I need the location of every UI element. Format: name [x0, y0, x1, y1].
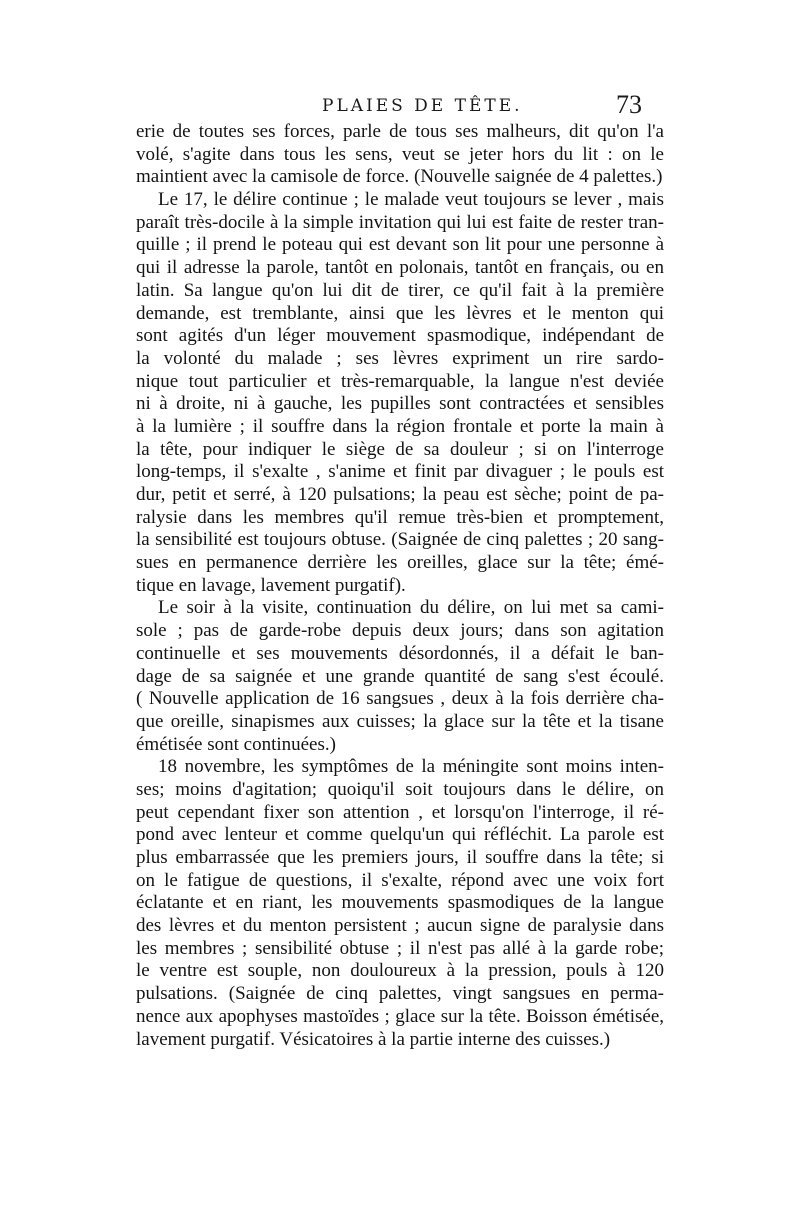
text-line: tique en lavage, lavement purgatif).: [136, 574, 406, 596]
text-line: latin. Sa langue qu'on lui dit de tirer, ce qu'il fait à la première: [136, 279, 664, 301]
paragraph-start-line: Le 17, le délire continue ; le malade veut toujours se lever , mais: [158, 189, 664, 211]
text-line: ( Nouvelle application de 16 sangsues , deux à la fois derrière cha-: [136, 688, 664, 710]
text-line: continuelle et ses mouvements désordonnés, il a défait le ban-: [136, 642, 664, 664]
text-line: on le fatigue de questions, il s'exalte, répond avec une voix fort: [136, 869, 664, 891]
text-line: émétisée sont continuées.): [136, 733, 336, 755]
text-line: demande, est tremblante, ainsi que les lèvres et le menton qui: [136, 302, 664, 324]
text-line: maintient avec la camisole de force. (Nouvelle saignée de 4 palettes.): [136, 166, 663, 188]
text-line: dage de sa saignée et une grande quantité de sang s'est écoulé.: [136, 665, 664, 687]
text-line: qui il adresse la parole, tantôt en polonais, tantôt en français, ou en: [136, 257, 664, 279]
text-line: à la lumière ; il souffre dans la région frontale et porte la main à: [136, 415, 664, 437]
text-line: ni à droite, ni à gauche, les pupilles sont contractées et sensibles: [136, 393, 664, 415]
text-line: pond avec lenteur et comme quelqu'un qui réfléchit. La parole est: [136, 824, 664, 846]
text-line: plus embarrassée que les premiers jours, il souffre dans la tête; si: [136, 847, 664, 868]
text-line: nence aux apophyses mastoïdes ; glace sur la tête. Boisson émétisée,: [136, 1005, 664, 1027]
text-line: les membres ; sensibilité obtuse ; il n'est pas allé à la garde robe;: [136, 937, 664, 959]
text-line: la tête, pour indiquer le siège de sa douleur ; si on l'interroge: [136, 438, 664, 460]
text-line: sont agités d'un léger mouvement spasmodique, indépendant de: [136, 325, 664, 347]
text-line: sole ; pas de garde-robe depuis deux jours; dans son agitation: [136, 620, 664, 642]
text-line: éclatante et en riant, les mouvements spasmodiques de la langue: [136, 892, 664, 914]
text-line: long-temps, il s'exalte , s'anime et finit par divaguer ; le pouls est: [136, 461, 664, 483]
text-line: nique tout particulier et très-remarquable, la langue n'est deviée: [136, 370, 664, 392]
text-line: peut cependant fixer son attention , et lorsqu'on l'interroge, il ré-: [136, 801, 664, 823]
text-line: la volonté du malade ; ses lèvres expriment un rire sardo-: [136, 347, 664, 369]
paragraph-start-line: Le soir à la visite, continuation du délire, on lui met sa cami-: [158, 597, 664, 619]
body-text: [136, 121, 664, 1051]
text-line: paraît très-docile à la simple invitation qui lui est faite de rester tran-: [136, 211, 664, 233]
text-line: ralysie dans les membres qu'il remue très-bien et promptement,: [136, 506, 664, 528]
text-line: ses; moins d'agitation; quoiqu'il soit toujours dans le délire, on: [136, 778, 664, 800]
text-line: dur, petit et serré, à 120 pulsations; la peau est sèche; point de pa-: [136, 484, 664, 505]
page-number: 73: [616, 90, 642, 119]
text-line: pulsations. (Saignée de cinq palettes, vingt sangsues en perma-: [136, 983, 664, 1005]
text-line: volé, s'agite dans tous les sens, veut se jeter hors du lit : on le: [136, 143, 664, 165]
text-line: le ventre est souple, non douloureux à la pression, pouls à 120: [136, 960, 664, 982]
text-line: des lèvres et du menton persistent ; aucun signe de paralysie dans: [136, 915, 664, 937]
running-header: PLAIES DE TÊTE.: [322, 96, 523, 116]
text-line: sues en permanence derrière les oreilles, glace sur la tête; émé-: [136, 552, 664, 574]
text-line: quille ; il prend le poteau qui est devant son lit pour une personne à: [136, 234, 664, 256]
text-line: erie de toutes ses forces, parle de tous ses malheurs, dit qu'on l'a: [136, 121, 664, 142]
text-line: que oreille, sinapismes aux cuisses; la glace sur la tête et la tisane: [136, 710, 664, 732]
text-line: la sensibilité est toujours obtuse. (Saignée de cinq palettes ; 20 sang-: [136, 529, 664, 551]
paragraph-start-line: 18 novembre, les symptômes de la méningite sont moins inten-: [158, 756, 664, 778]
text-line: lavement purgatif. Vésicatoires à la partie interne des cuisses.): [136, 1028, 611, 1050]
